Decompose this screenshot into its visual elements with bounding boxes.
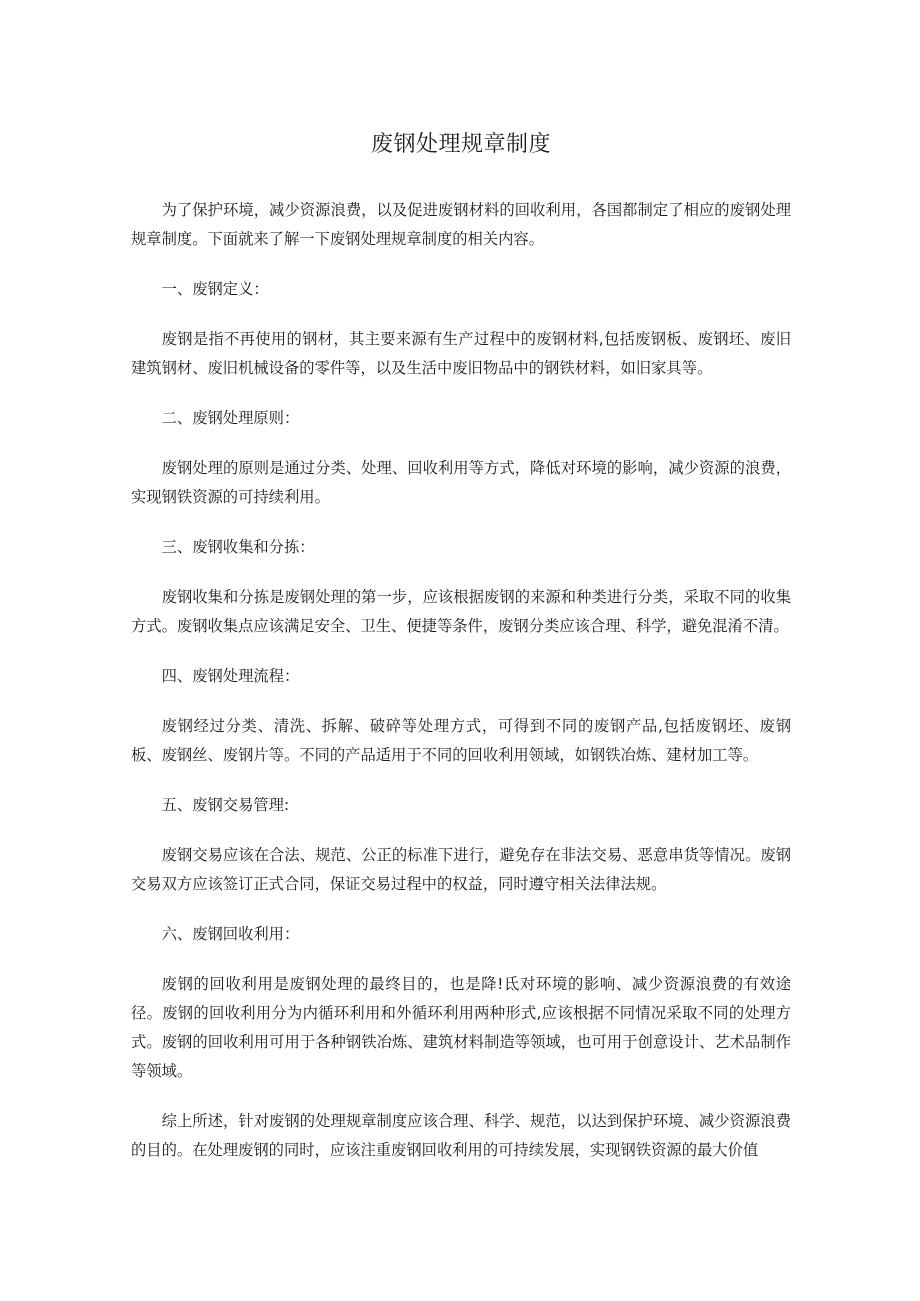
section-body-trading: 废钢交易应该在合法、规范、公正的标准下进行，避免存在非法交易、恶意串货等情况。废钢交易双方应该签订正式合同，保证交易过程中的权益，同时遵守相关法律法规。	[131, 846, 791, 893]
intro-paragraph: 为了保护环境，减少资源浪费，以及促进废钢材料的回收利用，各国都制定了相应的废钢处理规章制度。下面就来了解一下废钢处理规章制度的相关内容。	[131, 201, 791, 248]
section-body-recycling: 废钢的回收利用是废钢处理的最终目的，也是降!氐对环境的影响、减少资源浪费的有效途径。废钢的回收利用分为内循环利用和外循环利用两种形式,应该根据不同情况采取不同的处理方式。废钢的回收利用可用于各种钢铁冶炼、建筑材料制造等领域，也可用于创意设计、艺术品制作等领域。	[131, 975, 791, 1080]
section-heading-trading: 五、废钢交易管理:	[161, 796, 290, 814]
section-heading-definition: 一、废钢定义：	[161, 280, 269, 298]
section-body-collection: 废钢收集和分拣是废钢处理的第一步，应该根据废钢的来源和种类进行分类，采取不同的收集方式。废钢收集点应该满足安全、卫生、便捷等条件，废钢分类应该合理、科学，避免混淆不清。	[131, 588, 791, 635]
document-title: 废钢处理规章制度	[370, 132, 551, 157]
section-heading-collection: 三、废钢收集和分拣：	[161, 538, 315, 556]
section-body-principles: 废钢处理的原则是通过分类、处理、回收利用等方式，降低对环境的影响，减少资源的浪费，实现钢铁资源的可持续利用。	[131, 459, 791, 506]
section-heading-principles: 二、废钢处理原则：	[161, 409, 300, 427]
document-page	[131, 128, 791, 1186]
section-body-process: 废钢经过分类、清洗、拆解、破碎等处理方式，可得到不同的废钢产品,包括废钢坯、废钢板、废钢丝、废钢片等。不同的产品适用于不同的回收利用领域，如钢铁冶炼、建材加工等。	[131, 717, 791, 764]
section-body-definition: 废钢是指不再使用的钢材，其主要来源有生产过程中的废钢材料,包括废钢板、废钢坯、废旧建筑钢材、废旧机械设备的零件等，以及生活中废旧物品中的钢铁材料，如旧家具等。	[131, 330, 791, 377]
section-heading-recycling: 六、废钢回收利用：	[161, 925, 300, 943]
section-heading-process: 四、废钢处理流程：	[161, 667, 300, 685]
conclusion-paragraph: 综上所述，针对废钢的处理规章制度应该合理、科学、规范，以达到保护环境、减少资源浪费的目的。在处理废钢的同时，应该注重废钢回收利用的可持续发展，实现钢铁资源的最大价值	[131, 1112, 791, 1159]
